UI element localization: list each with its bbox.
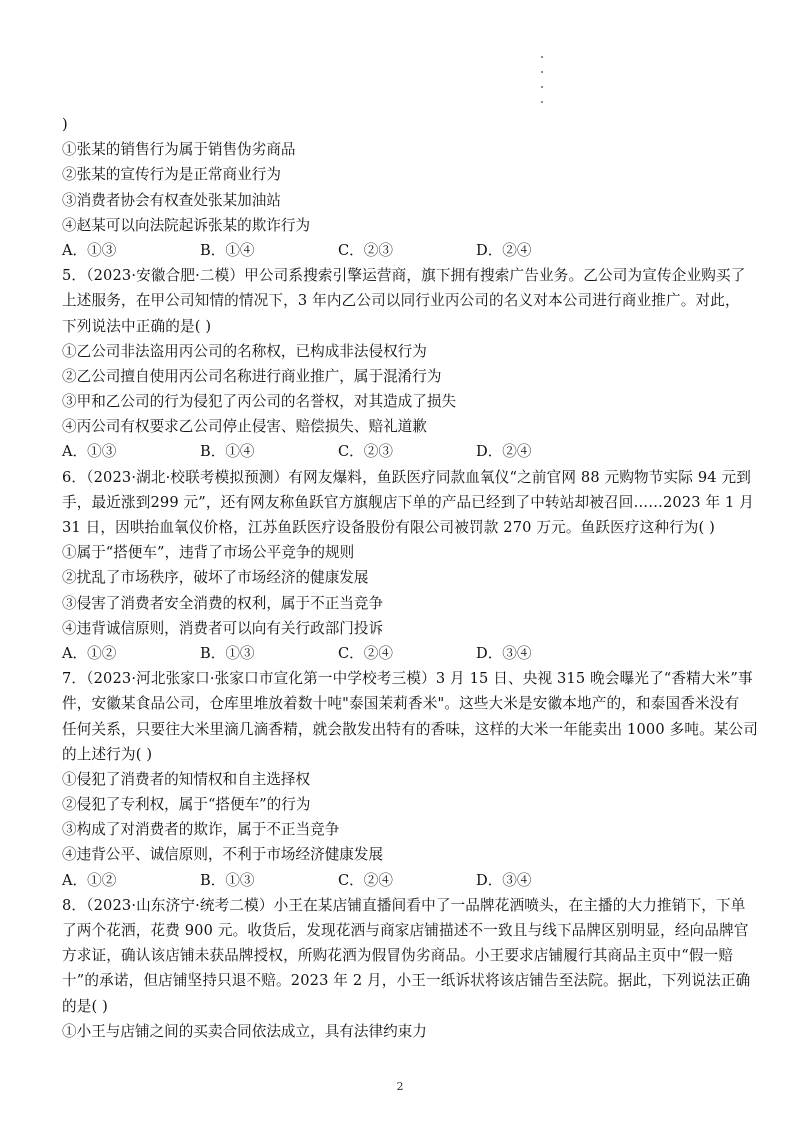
- question-stem-line: 方求证，确认该店铺未获品牌授权，所购花洒为假冒伪劣商品。小王要求店铺履行其商品主页中“假一赔: [62, 947, 734, 965]
- option-d[interactable]: D．②④: [476, 443, 532, 461]
- stem-end: ): [62, 116, 68, 133]
- question-stem-line: 了两个花洒，花费 900 元。收货后，发现花洒与商家店铺描述不一致且与线下品牌区别明显，经向品牌官: [62, 922, 749, 939]
- statement-4: ④违背诚信原则，消费者可以向有关行政部门投诉: [62, 619, 384, 637]
- question-stem-line: 的上述行为( ): [62, 745, 153, 763]
- statement-3: ③甲和乙公司的行为侵犯了丙公司的名誉权，对其造成了损失: [62, 393, 457, 411]
- question-stem-line: 的是( ): [62, 997, 108, 1015]
- option-d[interactable]: D．③④: [476, 644, 532, 662]
- option-b[interactable]: B．①③: [200, 871, 255, 889]
- question-stem-line: 7．（2023·河北张家口·张家口市宣化第一中学校考三模）3 月 15 日、央视 315 晚会曝光了“香精大米”事: [62, 670, 753, 688]
- question-8: [62, 893, 751, 1044]
- statement-1: ①侵犯了消费者的知情权和自主选择权: [62, 770, 311, 788]
- statement-2: ②张某的宣传行为是正常商业行为: [62, 166, 281, 184]
- option-c[interactable]: C．②④: [338, 871, 393, 889]
- question-content: [62, 112, 759, 1044]
- statement-4: ④赵某可以向法院起诉张某的欺诈行为: [62, 216, 311, 234]
- question-stem-line: 6．（2023·湖北·校联考模拟预测）有网友爆料，鱼跃医疗同款血氧仪“之前官网 88 元购物节实际 94 元到: [62, 468, 751, 486]
- statement-4: ④违背公平、诚信原则，不利于市场经济健康发展: [62, 846, 384, 864]
- question-stem-line: 手，最近涨到299 元”，还有网友称鱼跃官方旗舰店下单的产品已经到了中转站却被召回……2023 年 1 月: [62, 493, 754, 511]
- option-b[interactable]: B．①④: [200, 443, 255, 461]
- question-stem-line: 件，安徽某食品公司，仓库里堆放着数十吨"泰国茉莉香米"。这些大米是安徽本地产的，和泰国香米没有: [62, 695, 740, 713]
- question-7: [62, 666, 759, 893]
- statement-2: ②乙公司擅自使用丙公司名称进行商业推广，属于混淆行为: [62, 367, 442, 385]
- question-stem-line: 上述服务，在甲公司知情的情况下，3 年内乙公司以同行业丙公司的名义对本公司进行商业推广。对此，: [62, 292, 740, 310]
- option-a[interactable]: A．①③: [62, 241, 117, 259]
- option-c[interactable]: C．②③: [338, 241, 393, 259]
- question-stem-line: 下列说法中正确的是( ): [62, 317, 212, 335]
- statement-1: ①小王与店铺之间的买卖合同依法成立，具有法律约束力: [62, 1022, 427, 1040]
- statement-3: ③构成了对消费者的欺诈，属于不正当竞争: [62, 821, 340, 839]
- question-stem-line: 8．（2023·山东济宁·统考二模）小王在某店铺直播间看中了一品牌花洒喷头，在主播的大力推销下，下单: [62, 896, 746, 914]
- statement-1: ①张某的销售行为属于销售伪劣商品: [62, 141, 296, 159]
- question-stem-line: 31 日，因哄抬血氧仪价格，江苏鱼跃医疗设备股份有限公司被罚款 270 万元。鱼跃医疗这种行为( ): [62, 519, 716, 536]
- option-b[interactable]: B．①④: [200, 241, 255, 259]
- option-a[interactable]: A．①②: [62, 871, 117, 889]
- question-stem-line: 任何关系，只要往大米里滴几滴香精，就会散发出特有的香味，这样的大米一年能卖出 1000 多吨。某公司: [62, 720, 759, 738]
- question-stem-line: 十”的承诺，但店铺坚持只退不赔。2023 年 2 月，小王一纸诉状将该店铺告至法院。据此，下列说法正确: [62, 972, 751, 990]
- option-b[interactable]: B．①③: [200, 644, 255, 662]
- question-4-continuation: [62, 112, 742, 263]
- question-5: [62, 263, 746, 465]
- statement-2: ②扰乱了市场秩序，破坏了市场经济的健康发展: [62, 569, 369, 587]
- page-number: 2: [396, 1080, 404, 1093]
- option-c[interactable]: C．②④: [338, 644, 393, 662]
- statement-1: ①乙公司非法盗用丙公司的名称权，已构成非法侵权行为: [62, 342, 427, 360]
- answer-options: [62, 439, 742, 464]
- option-d[interactable]: D．③④: [476, 871, 532, 889]
- answer-options: [62, 868, 742, 893]
- binding-dots-decoration: [541, 56, 547, 116]
- option-c[interactable]: C．②③: [338, 443, 393, 461]
- statement-3: ③侵害了消费者安全消费的权利，属于不正当竞争: [62, 594, 384, 612]
- answer-options: [62, 641, 742, 666]
- option-d[interactable]: D．②④: [476, 241, 532, 259]
- statement-2: ②侵犯了专利权，属于“搭便车”的行为: [62, 796, 311, 814]
- statement-4: ④丙公司有权要求乙公司停止侵害、赔偿损失、赔礼道歉: [62, 418, 427, 436]
- option-a[interactable]: A．①②: [62, 644, 117, 662]
- question-6: [62, 465, 754, 667]
- answer-options: [62, 238, 742, 263]
- statement-1: ①属于“搭便车”，违背了市场公平竞争的规则: [62, 544, 355, 562]
- option-a[interactable]: A．①③: [62, 443, 117, 461]
- statement-3: ③消费者协会有权查处张某加油站: [62, 191, 281, 209]
- question-stem-line: 5．（2023·安徽合肥·二模）甲公司系搜索引擎运营商，旗下拥有搜索广告业务。乙公司为宣传企业购买了: [62, 267, 746, 285]
